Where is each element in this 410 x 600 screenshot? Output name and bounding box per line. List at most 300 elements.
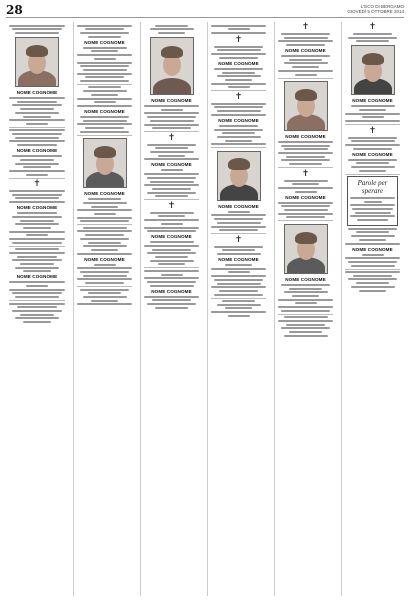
notice-separator xyxy=(345,124,400,125)
text-line xyxy=(214,294,264,296)
text-line xyxy=(357,219,389,221)
text-line xyxy=(15,223,60,225)
text-line xyxy=(214,46,264,48)
text-line xyxy=(284,37,328,39)
text-line xyxy=(23,227,51,229)
text-line xyxy=(289,163,322,165)
text-line xyxy=(281,310,331,312)
text-line xyxy=(26,123,48,125)
text-line xyxy=(83,245,127,247)
obituary-column xyxy=(73,22,134,596)
text-line xyxy=(147,281,197,283)
text-line xyxy=(80,220,130,222)
text-line xyxy=(350,204,395,206)
text-line xyxy=(359,170,387,172)
text-line xyxy=(278,152,333,154)
text-line xyxy=(351,286,395,288)
text-line xyxy=(284,335,328,337)
text-line xyxy=(345,144,400,146)
text-line xyxy=(284,291,328,293)
text-line xyxy=(17,144,56,146)
cross-icon: ✝ xyxy=(301,22,310,32)
text-line xyxy=(225,140,253,142)
text-line xyxy=(150,28,194,30)
portrait-hair xyxy=(362,53,384,65)
text-line xyxy=(83,69,127,71)
obituary-column xyxy=(207,22,268,596)
text-line xyxy=(77,209,132,211)
text-line xyxy=(348,37,398,39)
notice-separator xyxy=(9,300,65,301)
text-line xyxy=(15,197,60,199)
portrait-hair xyxy=(295,232,317,244)
text-line xyxy=(278,299,333,301)
text-line xyxy=(144,227,199,229)
text-line xyxy=(23,321,51,323)
text-line xyxy=(150,241,194,243)
text-line xyxy=(152,188,191,190)
text-line xyxy=(9,281,65,283)
portrait-body xyxy=(153,78,191,95)
text-line xyxy=(278,70,333,72)
text-line xyxy=(219,57,258,59)
text-line xyxy=(17,212,56,214)
text-line xyxy=(217,75,261,77)
text-line xyxy=(214,246,264,248)
deceased-name: NOME COGNOME xyxy=(16,274,58,280)
text-line xyxy=(217,136,261,138)
text-line xyxy=(161,109,183,111)
text-line xyxy=(292,295,320,297)
text-line xyxy=(144,173,199,175)
portrait-photo xyxy=(15,37,59,87)
portrait-photo xyxy=(217,151,261,201)
notice-separator xyxy=(9,127,65,128)
text-line xyxy=(228,86,250,88)
notice-separator xyxy=(77,135,132,136)
text-line xyxy=(83,47,127,49)
text-line xyxy=(9,289,65,291)
portrait-photo xyxy=(284,224,328,274)
text-line xyxy=(26,285,48,287)
deceased-name: NOME COGNOME xyxy=(285,276,326,282)
text-line xyxy=(228,211,250,213)
notice-separator xyxy=(345,174,400,175)
notice-separator xyxy=(77,84,132,85)
text-line xyxy=(211,214,266,216)
text-line xyxy=(281,159,331,161)
text-line xyxy=(278,40,333,42)
notice-separator xyxy=(211,147,266,148)
text-line xyxy=(12,292,62,294)
obituary-column xyxy=(274,22,335,596)
text-line xyxy=(94,264,116,266)
text-line xyxy=(211,103,266,105)
text-line xyxy=(278,213,333,215)
text-line xyxy=(91,206,119,208)
text-line xyxy=(9,252,65,254)
text-line xyxy=(359,290,387,292)
text-line xyxy=(355,212,391,214)
notice-separator xyxy=(211,298,266,299)
text-line xyxy=(211,143,266,145)
deceased-name: NOME COGNOME xyxy=(151,98,192,104)
text-line xyxy=(150,285,194,287)
notice-separator xyxy=(144,131,199,132)
text-line xyxy=(9,303,65,305)
text-line xyxy=(77,54,132,56)
text-line xyxy=(83,296,127,298)
text-line xyxy=(9,97,65,99)
notice-separator xyxy=(211,90,266,91)
text-line xyxy=(345,257,400,259)
portrait-hair xyxy=(161,46,183,58)
text-line xyxy=(364,201,382,203)
text-line xyxy=(147,303,197,305)
text-line xyxy=(359,239,387,241)
text-line xyxy=(286,324,325,326)
text-line xyxy=(83,227,127,229)
text-line xyxy=(214,129,264,131)
text-line xyxy=(144,277,199,279)
text-line xyxy=(9,170,65,172)
text-line xyxy=(350,215,395,217)
text-line xyxy=(80,65,130,67)
text-line xyxy=(278,320,333,322)
text-line xyxy=(12,216,62,218)
text-line xyxy=(214,68,264,70)
text-line xyxy=(15,267,60,269)
notice-separator xyxy=(278,167,333,168)
text-line xyxy=(158,215,186,217)
text-line xyxy=(94,213,116,215)
text-line xyxy=(23,270,51,272)
text-line xyxy=(353,33,392,35)
text-line xyxy=(77,267,132,269)
text-line xyxy=(292,66,320,68)
text-line xyxy=(15,296,60,298)
text-line xyxy=(9,129,65,131)
deceased-name: NOME COGNOME xyxy=(151,288,192,294)
text-line xyxy=(12,104,62,106)
text-line xyxy=(284,180,328,182)
text-line xyxy=(281,327,331,329)
text-line xyxy=(20,220,54,222)
text-line xyxy=(17,256,56,258)
text-line xyxy=(26,234,48,236)
text-line xyxy=(12,155,62,157)
text-line xyxy=(289,331,322,333)
text-line xyxy=(88,86,121,88)
obituary-notice xyxy=(141,22,201,312)
obituary-notice xyxy=(275,22,335,340)
text-line xyxy=(289,288,322,290)
text-line xyxy=(94,58,116,60)
text-line xyxy=(88,242,121,244)
deceased-name: NOME COGNOME xyxy=(84,108,125,114)
text-line xyxy=(80,116,130,118)
text-line xyxy=(161,274,183,276)
text-line xyxy=(211,83,266,85)
text-line xyxy=(80,289,130,291)
text-line xyxy=(278,306,333,308)
text-line xyxy=(144,245,199,247)
text-line xyxy=(158,263,186,265)
text-line xyxy=(88,292,121,294)
notice-separator xyxy=(278,78,333,79)
deceased-name: NOME COGNOME xyxy=(16,148,58,154)
text-line xyxy=(12,310,62,312)
text-line xyxy=(362,116,384,118)
text-line xyxy=(281,33,331,35)
notice-separator xyxy=(278,314,333,315)
deceased-name: NOME COGNOME xyxy=(84,191,125,197)
obituary-notice xyxy=(6,22,67,327)
text-line xyxy=(158,155,186,157)
text-line xyxy=(77,253,132,255)
text-line xyxy=(345,113,400,115)
text-line xyxy=(219,125,258,127)
text-line xyxy=(12,259,62,261)
obituary-notice xyxy=(74,22,134,309)
text-line xyxy=(211,32,266,34)
deceased-name: NOME COGNOME xyxy=(218,257,259,263)
portrait-hair xyxy=(94,146,116,158)
deceased-name: NOME COGNOME xyxy=(84,256,125,262)
text-line xyxy=(211,53,266,55)
text-line xyxy=(278,187,333,189)
deceased-name: NOME COGNOME xyxy=(285,134,326,139)
text-line xyxy=(12,194,62,196)
text-line xyxy=(17,306,56,308)
text-line xyxy=(225,264,253,266)
text-line xyxy=(9,25,65,27)
cross-icon: ✝ xyxy=(167,200,176,211)
text-line xyxy=(9,201,65,203)
text-line xyxy=(150,181,194,183)
text-line xyxy=(147,177,197,179)
text-line xyxy=(83,202,127,204)
text-line xyxy=(351,235,395,237)
text-line xyxy=(15,137,60,139)
text-line xyxy=(91,300,119,302)
text-line xyxy=(356,162,389,164)
text-line xyxy=(214,218,264,220)
text-line xyxy=(9,190,65,192)
text-line xyxy=(352,208,393,210)
text-line xyxy=(348,159,398,161)
text-line xyxy=(83,275,127,277)
text-line xyxy=(20,314,54,316)
text-line xyxy=(77,303,132,305)
text-line xyxy=(91,50,119,52)
text-line xyxy=(144,296,199,298)
text-line xyxy=(80,271,130,273)
notice-separator xyxy=(144,267,199,268)
notice-separator xyxy=(144,199,199,200)
text-line xyxy=(83,120,127,122)
text-line xyxy=(214,106,264,108)
cross-icon: ✝ xyxy=(234,34,243,45)
notice-separator xyxy=(9,178,65,179)
text-line xyxy=(217,49,261,51)
text-line xyxy=(281,145,331,147)
text-line xyxy=(144,184,199,186)
cross-icon: ✝ xyxy=(234,234,243,245)
text-line xyxy=(26,174,48,176)
text-line xyxy=(17,101,56,103)
text-line xyxy=(20,108,54,110)
cross-icon: ✝ xyxy=(33,179,41,190)
text-line xyxy=(91,94,119,96)
text-line xyxy=(15,112,60,114)
text-line xyxy=(77,105,132,107)
deceased-name: NOME COGNOME xyxy=(285,48,326,54)
text-line xyxy=(211,275,266,277)
text-line xyxy=(345,271,400,273)
text-line xyxy=(211,268,266,270)
text-line xyxy=(80,131,130,133)
page-header xyxy=(6,4,404,18)
deceased-name: NOME COGNOME xyxy=(16,205,58,211)
text-line xyxy=(345,243,400,245)
text-line xyxy=(147,116,197,118)
text-line xyxy=(77,62,132,64)
text-line xyxy=(15,163,60,165)
text-line xyxy=(211,286,266,288)
text-line xyxy=(351,265,395,267)
text-line xyxy=(77,98,132,100)
text-line xyxy=(348,137,398,139)
text-line xyxy=(155,256,188,258)
text-line xyxy=(152,249,191,251)
text-line xyxy=(150,151,194,153)
portrait-photo xyxy=(150,37,194,95)
text-line xyxy=(228,315,250,317)
cross-icon: ✝ xyxy=(368,125,377,136)
text-line xyxy=(217,222,261,224)
text-line xyxy=(284,209,328,211)
text-line xyxy=(353,148,392,150)
text-line xyxy=(225,79,253,81)
text-line xyxy=(284,62,328,64)
text-line xyxy=(80,238,130,240)
text-line xyxy=(9,140,65,142)
text-line xyxy=(281,205,331,207)
text-line xyxy=(211,226,266,228)
text-line xyxy=(217,283,261,285)
masthead xyxy=(347,4,404,14)
portrait-photo xyxy=(83,138,127,188)
text-line xyxy=(23,116,51,118)
text-line xyxy=(20,159,54,161)
text-line xyxy=(15,248,60,250)
notice-separator xyxy=(77,286,132,287)
text-line xyxy=(225,307,253,309)
notice-separator xyxy=(211,233,266,234)
text-line xyxy=(15,32,60,34)
text-line xyxy=(281,284,331,286)
text-line xyxy=(351,140,395,142)
text-line xyxy=(94,101,116,103)
notice-separator xyxy=(345,269,400,270)
portrait-hair xyxy=(295,89,317,101)
text-line xyxy=(152,299,191,301)
deceased-name: NOME COGNOME xyxy=(352,246,393,252)
text-line xyxy=(150,212,194,214)
obituary-column xyxy=(6,22,67,596)
text-line xyxy=(228,271,250,273)
deceased-name: NOME COGNOME xyxy=(285,194,326,200)
text-line xyxy=(144,105,199,107)
text-line xyxy=(12,242,62,244)
cross-icon: ✝ xyxy=(368,22,377,32)
text-line xyxy=(286,156,325,158)
text-line xyxy=(155,195,188,197)
text-line xyxy=(23,166,51,168)
text-line xyxy=(351,166,395,168)
text-line xyxy=(295,191,317,193)
portrait-photo xyxy=(351,45,395,95)
text-line xyxy=(362,254,384,256)
text-line xyxy=(222,300,255,302)
obituary-notice xyxy=(208,22,268,321)
text-line xyxy=(356,231,389,233)
text-line xyxy=(12,28,62,30)
text-line xyxy=(9,119,65,121)
text-line xyxy=(144,112,199,114)
text-line xyxy=(20,263,54,265)
cross-icon: ✝ xyxy=(234,91,243,102)
deceased-name: NOME COGNOME xyxy=(218,117,259,123)
cross-icon: ✝ xyxy=(167,132,176,143)
text-line xyxy=(219,229,258,231)
text-line xyxy=(289,59,322,61)
quote-box-title: Parole per sperare xyxy=(357,179,388,196)
text-line xyxy=(219,290,258,292)
text-line xyxy=(12,133,62,135)
text-line xyxy=(144,270,199,272)
deceased-name: NOME COGNOME xyxy=(352,151,393,157)
notice-separator xyxy=(77,224,132,225)
obituary-column xyxy=(140,22,201,596)
cross-icon: ✝ xyxy=(301,168,310,179)
text-line xyxy=(144,158,199,160)
text-line xyxy=(152,127,191,129)
text-line xyxy=(83,90,127,92)
text-line xyxy=(351,105,395,107)
text-line xyxy=(77,123,132,125)
text-line xyxy=(348,261,398,263)
deceased-name: NOME COGNOME xyxy=(352,98,393,104)
text-line xyxy=(286,216,325,218)
portrait-hair xyxy=(26,45,48,57)
text-line xyxy=(147,192,197,194)
text-line xyxy=(155,25,188,27)
text-line xyxy=(281,55,331,57)
text-line xyxy=(359,109,387,111)
text-line xyxy=(284,148,328,150)
text-line xyxy=(292,183,320,185)
text-line xyxy=(147,252,197,254)
text-line xyxy=(77,217,132,219)
text-line xyxy=(284,316,328,318)
text-line xyxy=(286,44,325,46)
text-line xyxy=(350,197,395,199)
deceased-name: NOME COGNOME xyxy=(218,203,259,209)
text-line xyxy=(77,278,132,280)
text-line xyxy=(295,302,317,304)
